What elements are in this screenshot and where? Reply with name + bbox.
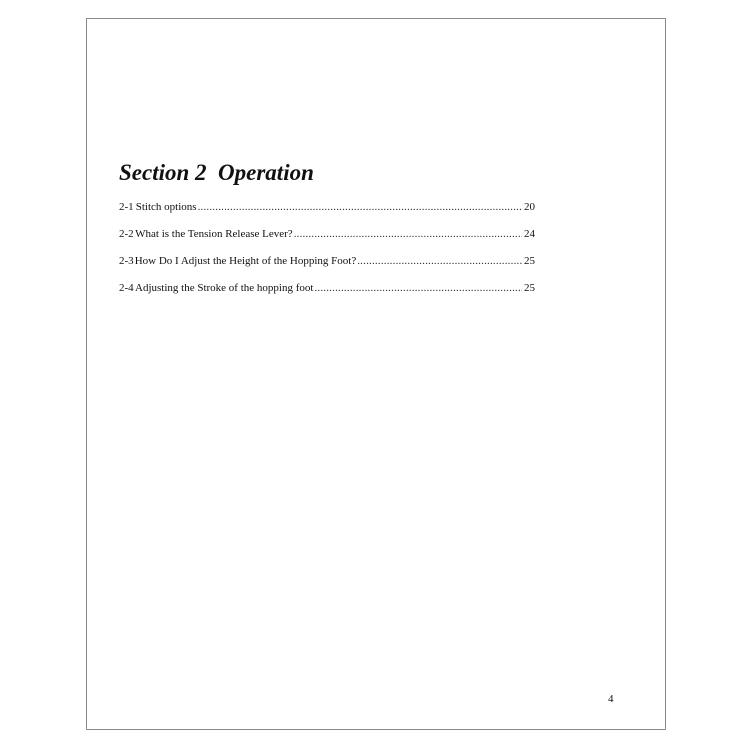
toc-entry-page: 20 [524,201,535,213]
toc-entry-title: Adjusting the Stroke of the hopping foot [135,282,314,294]
toc-entry-title: Stitch options [135,201,197,213]
toc-entry-number: 2-4 [119,282,134,294]
toc-entry [119,226,535,242]
toc-entry [119,280,535,296]
dot-leader [357,253,522,269]
toc-entry-number: 2-3 [119,255,134,267]
toc-entry-page: 25 [524,255,535,267]
toc-entry [119,253,535,269]
toc-entry-page: 25 [524,282,535,294]
dot-leader [314,280,522,296]
toc-entry-number: 2-2 [119,228,134,240]
dot-leader [198,199,522,215]
table-of-contents [119,199,535,307]
document-page [86,18,666,730]
toc-entry-title: How Do I Adjust the Height of the Hopping Foot? [134,255,357,267]
toc-entry [119,199,535,215]
toc-entry-number: 2-1 [119,201,134,213]
section-title: Section 2 Operation [119,160,314,185]
dot-leader [294,226,522,242]
toc-entry-title: What is the Tension Release Lever? [135,228,293,240]
toc-entry-page: 24 [524,228,535,240]
page-number: 4 [608,693,614,705]
